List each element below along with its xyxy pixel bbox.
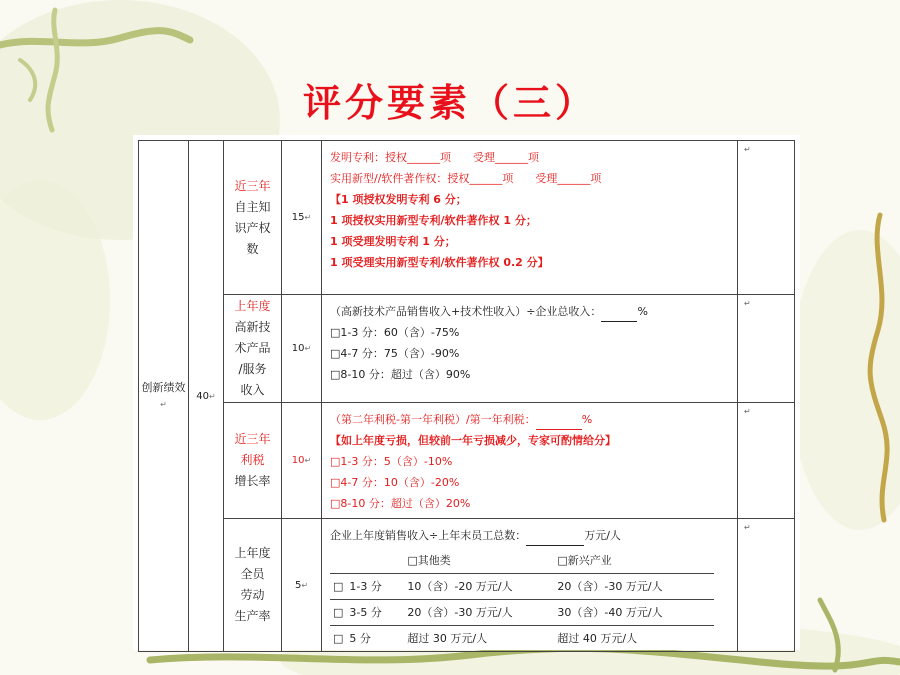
category-cell: 创新绩效↵ [139,141,189,652]
item-name-cell [224,519,282,652]
item-name-cell [224,141,282,295]
table-row [139,519,795,652]
category-option-other[interactable]: □其他类 [407,554,451,567]
unit-label: 万元/人 [584,529,621,542]
item-points: 10 [291,343,305,354]
item-name-line: 收入 [240,383,265,397]
checkbox[interactable]: □ [330,574,346,600]
item-points-cell: 10↵ [282,295,322,403]
item-name-highlight: 利税 [240,453,265,467]
item-criteria-cell [322,519,738,652]
fill-in-blank[interactable] [536,417,582,430]
item-name-line: 术产品 [234,341,271,355]
unit-label: % [581,413,593,426]
item-points: 15 [291,212,305,223]
criteria-note: 【如上年度亏损，但较前一年亏损减少，专家可酌情给分】 [330,434,616,447]
table-row: □ 3-5 分 20（含）-30 万元/人 30（含）-40 万元/人 [330,600,714,626]
category-label: 创新绩效 [141,380,186,394]
score-option[interactable]: □8-10 分：超过（含）90% [330,368,471,381]
criteria-rule-line: 【1 项授权发明专利 6 分； [330,193,467,206]
criteria-rule-line: 1 项授权实用新型专利/软件著作权 1 分； [330,214,537,227]
score-option[interactable]: □1-3 分：5（含）-10% [330,455,453,468]
item-points: 5 [294,579,302,591]
scoring-table [138,140,795,652]
item-points: 10 [291,455,305,466]
subtable-header [330,548,714,574]
item-name-line: 生产率 [234,609,271,623]
remark-cell: ↵ [738,295,795,403]
item-name-highlight: 近三年 [234,432,271,446]
fill-in-blank[interactable] [601,309,637,322]
item-criteria-cell [322,295,738,403]
item-points-cell: 10↵ [282,403,322,519]
remark-cell: ↵ [738,403,795,519]
item-criteria-cell [322,141,738,295]
score-option[interactable]: □4-7 分：75（含）-90% [330,347,460,360]
item-name-line: 识产权 [234,220,271,235]
checkbox[interactable]: □ [330,626,346,652]
remark-cell: ↵ [738,519,795,652]
score-option[interactable]: □8-10 分：超过（含）20% [330,497,471,510]
item-name-line: 上年度 [234,546,271,560]
table-row: □ 5 分 超过 30 万元/人 超过 40 万元/人 [330,626,714,652]
item-name-cell [224,295,282,403]
unit-label: % [637,305,648,318]
item-name-highlight: 近三年 [234,178,271,193]
item-name-line: 增长率 [234,474,271,488]
fill-in-blank[interactable] [526,533,584,546]
item-name-line: 劳动 [240,588,265,602]
criteria-line: 实用新型//软件著作权：授权______项 受理______项 [330,172,602,185]
table-row [139,141,795,295]
score-option[interactable]: □1-3 分：60（含）-75% [330,326,460,339]
criteria-rule-line: 1 项受理实用新型专利/软件著作权 0.2 分】 [330,256,549,269]
item-points-cell: 15↵ [282,141,322,295]
table-row [139,403,795,519]
table-row: □ 1-3 分 10（含）-20 万元/人 20（含）-30 万元/人 [330,574,714,600]
slide-title: 评分要素（三） [302,80,597,125]
item-criteria-cell [322,403,738,519]
document-table-sheet [133,135,800,650]
item-name-line: 自主知 [234,199,271,214]
score-option[interactable]: □4-7 分：10（含）-20% [330,476,460,489]
remark-cell: ↵ [738,141,795,295]
criteria-formula: （第二年利税-第一年利税）/第一年利税： % [330,409,733,430]
item-name-highlight: 上年度 [234,299,271,313]
item-name-line: 数 [246,241,259,256]
criteria-formula: （高新技术产品销售收入+技术性收入）÷企业总收入： % [330,301,733,322]
table-row [139,295,795,403]
item-name-cell [224,403,282,519]
category-option-emerging[interactable]: □新兴产业 [557,554,612,567]
criteria-rule-line: 1 项受理发明专利 1 分； [330,235,456,248]
item-points-cell: 5↵ [282,519,322,652]
category-score-cell: 40↵ [189,141,224,652]
item-name-line: /服务 [238,362,267,376]
criteria-formula: 企业上年度销售收入÷上年末员工总数： 万元/人 [330,525,733,546]
item-name-line: 高新技 [234,320,271,334]
category-score: 40 [196,390,210,402]
item-name-line: 全员 [240,567,265,581]
productivity-subtable [330,548,714,651]
checkbox[interactable]: □ [330,600,346,626]
criteria-line: 发明专利：授权______项 受理______项 [330,151,539,164]
